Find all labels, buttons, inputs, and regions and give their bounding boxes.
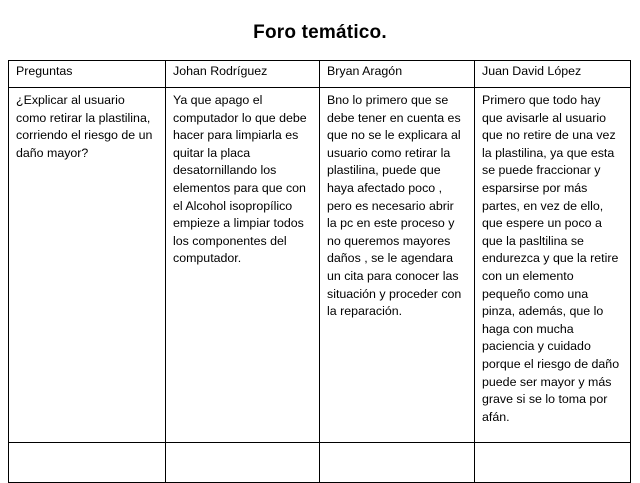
header-preguntas: Preguntas: [9, 61, 166, 88]
table-row-partial: [9, 443, 631, 483]
empty-cell: [9, 443, 166, 483]
empty-cell: [166, 443, 320, 483]
empty-cell: [475, 443, 631, 483]
table-row: [9, 88, 631, 443]
answer-bryan-cell: Bno lo primero que se debe tener en cuenta es que no se le explicara al usuario como retirar la plastilina, puede que haya afectado poco , pero es necesario abrir la pc en este proceso y no queremos mayores daños , se le agendara un cita para conocer las situación y proceder con la reparación.: [320, 88, 475, 443]
table-header-row: [9, 61, 631, 88]
answer-juan-cell: Primero que todo hay que avisarle al usuario que no retire de una vez la plastilina, ya que esta se puede fraccionar y esparsirse por más partes, en vez de ello, que espere un poco a que la pasltilina se endurezca y que la retire con un elemento pequeño como una pinza, además, que lo haga con mucha paciencia y cuidado porque el riesgo de daño puede ser mayor y más grave si se lo toma por afán.: [475, 88, 631, 443]
document-title: Foro temático.: [253, 22, 387, 43]
header-juan-david-lopez: Juan David López: [475, 61, 631, 88]
question-cell: ¿Explicar al usuario como retirar la plastilina, corriendo el riesgo de un daño mayor?: [9, 88, 166, 443]
answer-johan-cell: Ya que apago el computador lo que debe hacer para limpiarla es quitar la placa desatornillando los elementos para que con el Alcohol isopropílico empieze a limpiar todos los componentes del computador.: [166, 88, 320, 443]
header-johan-rodriguez: Johan Rodríguez: [166, 61, 320, 88]
header-bryan-aragon: Bryan Aragón: [320, 61, 475, 88]
forum-table: [8, 60, 631, 483]
empty-cell: [320, 443, 475, 483]
